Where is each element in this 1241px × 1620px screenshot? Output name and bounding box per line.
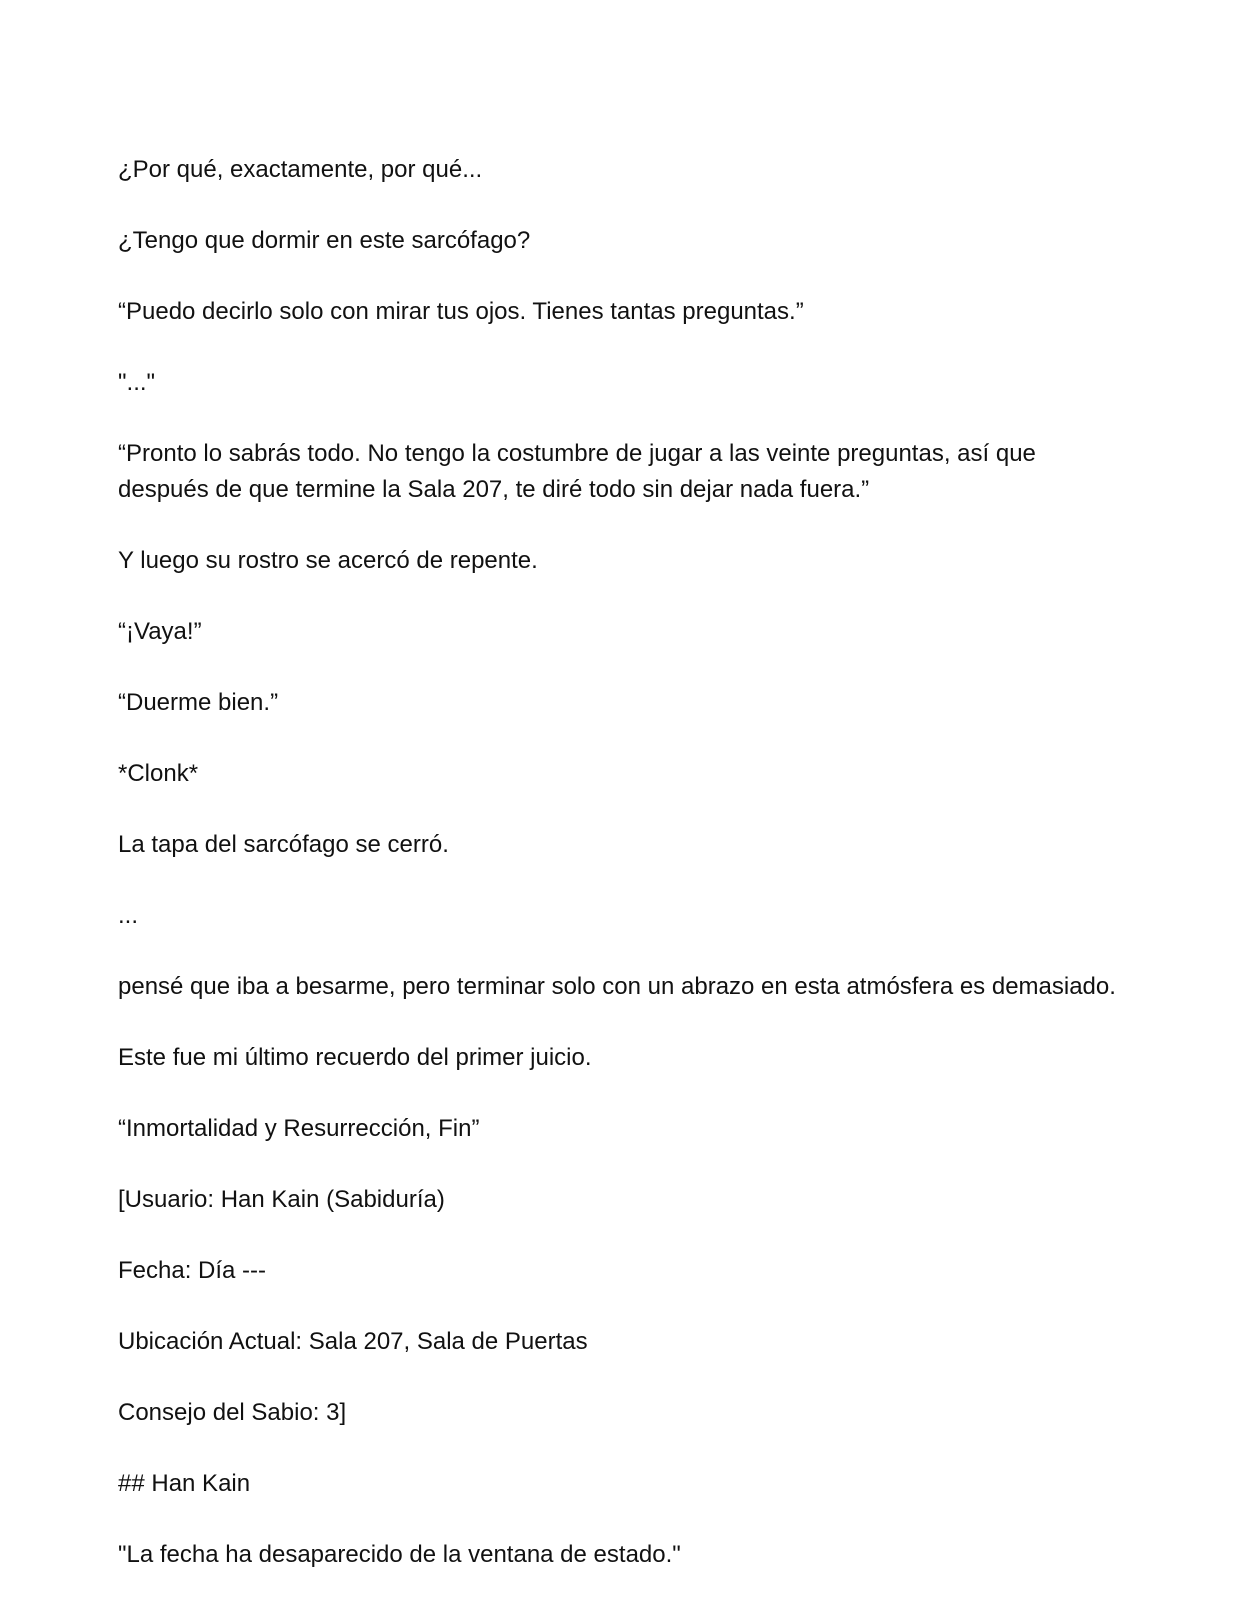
paragraph: Consejo del Sabio: 3]: [118, 1399, 347, 1426]
paragraph: La tapa del sarcófago se cerró.: [118, 831, 449, 858]
paragraph: [Usuario: Han Kain (Sabiduría): [118, 1186, 445, 1213]
paragraph: "La fecha ha desaparecido de la ventana de estado.": [118, 1541, 681, 1568]
paragraph: ¿Tengo que dormir en este sarcófago?: [118, 227, 531, 254]
paragraph: “Pronto lo sabrás todo. No tengo la costumbre de jugar a las veinte preguntas, así que después de que termine la Sala 207, te diré todo sin dejar nada fuera.”: [118, 440, 1036, 503]
paragraph: “Puedo decirlo solo con mirar tus ojos. Tienes tantas preguntas.”: [118, 298, 804, 325]
document-body: [118, 152, 1122, 1608]
paragraph: ## Han Kain: [118, 1470, 251, 1497]
paragraph: ¿Por qué, exactamente, por qué...: [118, 156, 483, 183]
paragraph: Ubicación Actual: Sala 207, Sala de Puertas: [118, 1328, 588, 1355]
paragraph: pensé que iba a besarme, pero terminar solo con un abrazo en esta atmósfera es demasiado.: [118, 973, 1116, 1000]
paragraph: Fecha: Día ---: [118, 1257, 267, 1284]
paragraph: *Clonk*: [118, 760, 199, 787]
paragraph: “Inmortalidad y Resurrección, Fin”: [118, 1115, 480, 1142]
paragraph: “¡Vaya!”: [118, 618, 202, 645]
paragraph: Y luego su rostro se acercó de repente.: [118, 547, 538, 574]
paragraph: ...: [118, 902, 139, 929]
paragraph: “Duerme bien.”: [118, 689, 279, 716]
paragraph: "...": [118, 369, 156, 396]
paragraph: Este fue mi último recuerdo del primer juicio.: [118, 1044, 592, 1071]
